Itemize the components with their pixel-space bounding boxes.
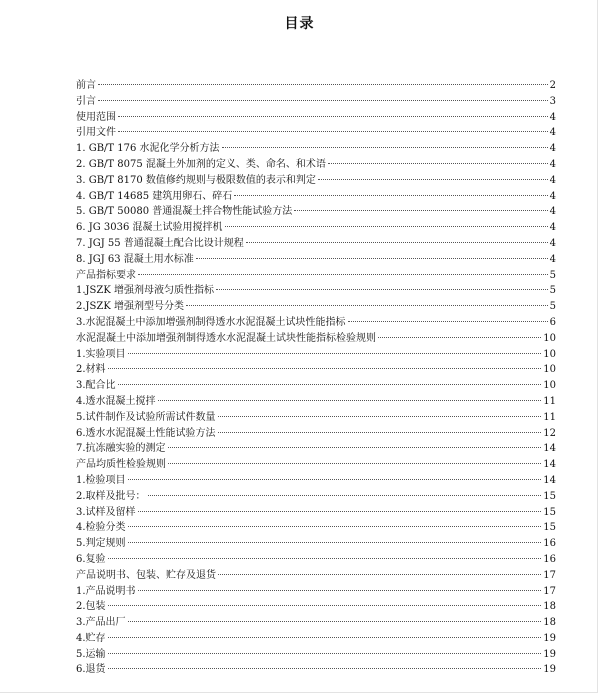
dot-leader (294, 210, 547, 211)
toc-entry-page-number: 4 (549, 237, 556, 249)
dot-leader (225, 226, 548, 227)
dot-leader (98, 84, 548, 85)
toc-entry-title: 6.退货 (76, 664, 106, 676)
toc-entry-title: 5.试件制作及试验所需试件数量 (76, 411, 216, 423)
toc-entry-page-number: 10 (543, 332, 556, 344)
toc-entry-title: 6.透水水泥混凝土性能试验方法 (76, 427, 216, 439)
dot-leader (168, 463, 541, 464)
toc-entry-title: 引用文件 (76, 127, 116, 139)
toc-entry-page-number: 19 (543, 664, 556, 676)
dot-leader (138, 274, 548, 275)
toc-entry-title: 前言 (76, 80, 96, 91)
dot-leader (128, 542, 542, 543)
toc-entry-page-number: 4 (549, 111, 556, 123)
toc-entry-page-number: 6 (549, 316, 556, 328)
toc-entry-title: 2.包装 (76, 601, 106, 613)
toc-entry[interactable] (76, 204, 556, 220)
toc-entry-title: 4.透水混凝土搅拌 (76, 395, 156, 407)
toc-entry-title: 1.JSZK 增强剂母液匀质性指标 (76, 285, 214, 297)
toc-entry-title: 使用范围 (76, 111, 116, 123)
toc-entry-page-number: 14 (543, 474, 556, 486)
toc-entry-title: 1.检验项目 (76, 474, 126, 486)
toc-entry-title: 5.运输 (76, 648, 106, 660)
toc-entry[interactable] (76, 520, 556, 536)
toc-entry-page-number: 4 (549, 143, 556, 155)
toc-entry-title: 5.判定规则 (76, 538, 126, 550)
dot-leader (148, 495, 542, 496)
toc-entry-page-number: 11 (543, 395, 556, 407)
dot-leader (128, 621, 542, 622)
dot-leader (98, 100, 548, 101)
toc-entry-title: 3.试样及留样 (76, 506, 136, 518)
toc-entry[interactable] (76, 584, 556, 600)
dot-leader (234, 195, 547, 196)
toc-entry-title: 6.复验 (76, 553, 106, 565)
toc-entry-title: 5. GB/T 50080 普通混凝土拌合物性能试验方法 (76, 206, 293, 218)
toc-entry-title: 6. JG 3036 混凝土试验用搅拌机 (76, 222, 223, 234)
dot-leader (118, 116, 548, 117)
dot-leader (328, 163, 548, 164)
toc-entry-page-number: 2 (549, 80, 556, 91)
toc-entry-title: 3.产品出厂 (76, 617, 126, 629)
toc-entry[interactable] (76, 489, 556, 505)
toc-entry[interactable] (76, 125, 556, 141)
toc-entry-title: 引言 (76, 95, 96, 107)
dot-leader (318, 179, 548, 180)
toc-entry-page-number: 15 (543, 522, 556, 534)
dot-leader (218, 416, 542, 417)
toc-entry-page-number: 18 (543, 601, 556, 613)
dot-leader (246, 242, 548, 243)
toc-entry[interactable] (76, 536, 556, 552)
toc-entry-page-number: 19 (543, 648, 556, 660)
dot-leader (128, 526, 542, 527)
toc-entry[interactable] (76, 647, 556, 663)
toc-entry[interactable] (76, 331, 556, 347)
toc-entry-title: 产品均质性检验规则 (76, 459, 166, 471)
toc-entry[interactable] (76, 220, 556, 236)
toc-entry[interactable] (76, 505, 556, 521)
toc-entry-page-number: 17 (543, 585, 556, 597)
toc-entry[interactable] (76, 141, 556, 157)
toc-entry-page-number: 18 (543, 617, 556, 629)
toc-entry-page-number: 15 (543, 490, 556, 502)
toc-entry[interactable] (76, 299, 556, 315)
toc-entry-title: 1.产品说明书 (76, 585, 136, 597)
dot-leader (158, 400, 542, 401)
toc-entry-title: 4.贮存 (76, 632, 106, 644)
toc-entry-title: 7.抗冻融实验的测定 (76, 443, 166, 455)
dot-leader (118, 384, 542, 385)
dot-leader (138, 590, 542, 591)
toc-entry[interactable] (76, 394, 556, 410)
toc-entry-page-number: 17 (543, 569, 556, 581)
toc-entry[interactable] (76, 662, 556, 678)
toc-entry-title: 2.JSZK 增强剂型号分类 (76, 301, 184, 313)
toc-entry[interactable] (76, 347, 556, 363)
toc-entry-page-number: 15 (543, 506, 556, 518)
toc-entry[interactable] (76, 283, 556, 299)
toc-entry-title: 8. JGJ 63 混凝土用水标准 (76, 253, 194, 265)
toc-entry-title: 2. GB/T 8075 混凝土外加剂的定义、类、命名、和术语 (76, 158, 326, 170)
toc-entry-page-number: 4 (549, 127, 556, 139)
dot-leader (216, 289, 548, 290)
dot-leader (218, 574, 541, 575)
dot-leader (108, 558, 542, 559)
toc-entry-title: 1.实验项目 (76, 348, 126, 360)
toc-entry-page-number: 19 (543, 632, 556, 644)
toc-entry-page-number: 16 (543, 538, 556, 550)
toc-entry[interactable] (76, 568, 556, 584)
toc-entry-page-number: 14 (543, 443, 556, 455)
toc-entry[interactable] (76, 599, 556, 615)
toc-entry-title: 7. JGJ 55 普通混凝土配合比设计规程 (76, 237, 244, 249)
toc-entry-title: 产品说明书、包装、贮存及退货 (76, 569, 216, 581)
toc-entry[interactable] (76, 441, 556, 457)
toc-entry-page-number: 5 (549, 269, 556, 281)
toc-entry[interactable] (76, 110, 556, 126)
toc-entry-title: 3.水泥混凝土中添加增强剂制得透水水泥混凝土试块性能指标 (76, 316, 346, 328)
toc-entry-page-number: 5 (549, 285, 556, 297)
toc-entry-title: 水泥混凝土中添加增强剂制得透水水泥混凝土试块性能指标检验规则 (76, 332, 376, 344)
toc-entry[interactable] (76, 426, 556, 442)
table-of-contents (76, 78, 556, 678)
toc-entry-page-number: 4 (549, 158, 556, 170)
toc-entry-page-number: 10 (543, 348, 556, 360)
toc-entry[interactable] (76, 189, 556, 205)
toc-entry-page-number: 4 (549, 206, 556, 218)
dot-leader (108, 637, 542, 638)
toc-entry-title: 1. GB/T 176 水泥化学分析方法 (76, 143, 220, 155)
toc-entry[interactable] (76, 457, 556, 473)
dot-leader (222, 147, 548, 148)
dot-leader (108, 368, 542, 369)
toc-entry-title: 4. GB/T 14685 建筑用卵石、碎石 (76, 190, 233, 202)
dot-leader (196, 258, 548, 259)
toc-entry-title: 3.配合比 (76, 380, 116, 392)
toc-entry-page-number: 16 (543, 553, 556, 565)
toc-entry[interactable] (76, 615, 556, 631)
dot-leader (128, 353, 542, 354)
toc-entry[interactable] (76, 362, 556, 378)
toc-entry[interactable] (76, 410, 556, 426)
toc-entry-title: 2.材料 (76, 364, 106, 376)
toc-entry[interactable] (76, 552, 556, 568)
toc-entry-page-number: 4 (549, 190, 556, 202)
dot-leader (186, 305, 548, 306)
dot-leader (138, 511, 542, 512)
toc-entry-page-number: 10 (543, 364, 556, 376)
dot-leader (118, 131, 548, 132)
toc-entry-title: 3. GB/T 8170 数值修约规则与极限数值的表示和判定 (76, 174, 316, 186)
toc-entry-page-number: 12 (543, 427, 556, 439)
toc-entry[interactable] (76, 378, 556, 394)
dot-leader (378, 337, 541, 338)
toc-entry-page-number: 10 (543, 380, 556, 392)
toc-entry-page-number: 5 (549, 301, 556, 313)
toc-entry-title: 2.取样及批号： (76, 490, 146, 502)
toc-entry[interactable] (76, 236, 556, 252)
toc-entry[interactable] (76, 94, 556, 110)
toc-entry[interactable] (76, 268, 556, 284)
toc-entry[interactable] (76, 315, 556, 331)
dot-leader (108, 668, 542, 669)
toc-entry-title: 4.检验分类 (76, 522, 126, 534)
dot-leader (108, 605, 542, 606)
dot-leader (108, 653, 542, 654)
toc-entry[interactable] (76, 252, 556, 268)
toc-entry-title: 产品指标要求 (76, 269, 136, 281)
dot-leader (348, 321, 548, 322)
toc-entry-page-number: 14 (543, 459, 556, 471)
toc-entry[interactable] (76, 78, 556, 94)
toc-entry-page-number: 11 (543, 411, 556, 423)
toc-entry[interactable] (76, 157, 556, 173)
dot-leader (218, 432, 542, 433)
toc-entry-page-number: 4 (549, 253, 556, 265)
toc-entry-page-number: 4 (549, 222, 556, 234)
dot-leader (168, 447, 542, 448)
toc-entry-page-number: 3 (549, 95, 556, 107)
page-title: 目录 (284, 16, 315, 32)
toc-entry[interactable] (76, 473, 556, 489)
toc-entry-page-number: 4 (549, 174, 556, 186)
toc-entry[interactable] (76, 631, 556, 647)
toc-entry[interactable] (76, 173, 556, 189)
dot-leader (128, 479, 542, 480)
